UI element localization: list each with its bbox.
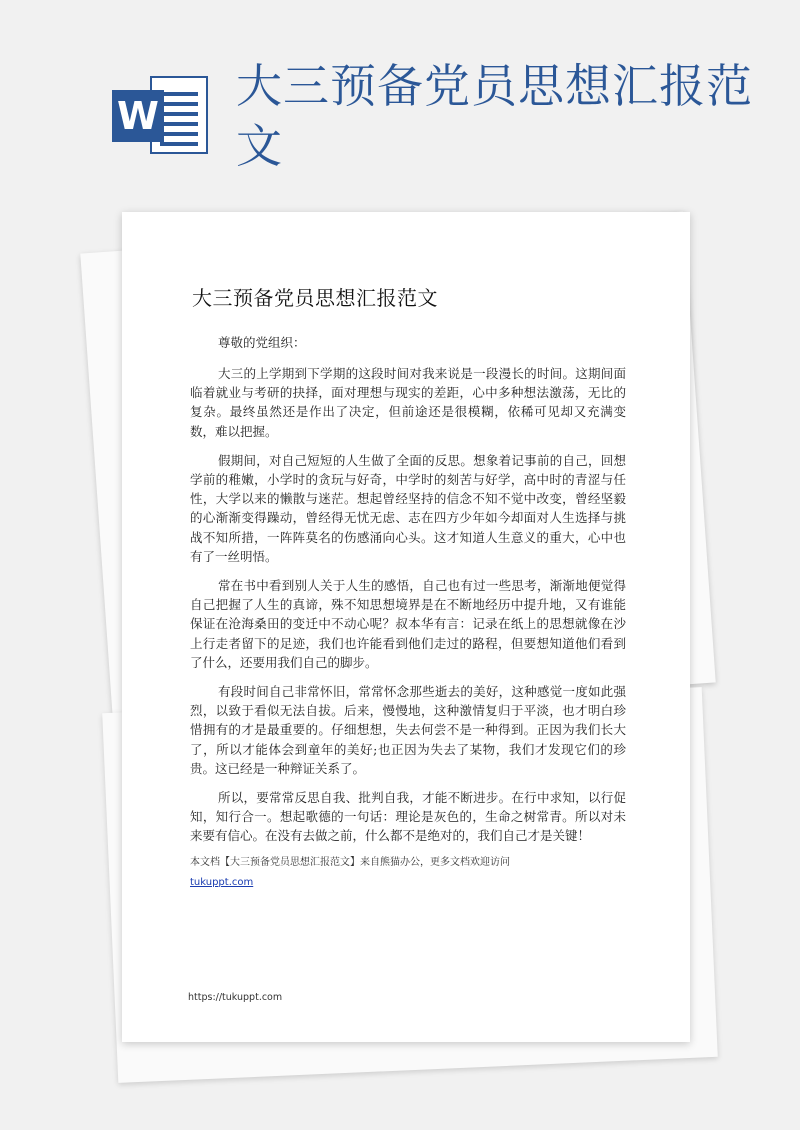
word-doc-icon	[112, 72, 212, 158]
source-note: 本文档【大三预备党员思想汇报范文】来自熊猫办公，更多文档欢迎访问	[190, 856, 510, 868]
paragraph: 假期间，对自己短短的人生做了全面的反思。想象着记事前的自己，回想学前的稚嫩，小学时的贪玩与好奇，中学时的刻苦与好学，高中时的青涩与任性，大学以来的懒散与迷茫。想起曾经坚持的信念不知不觉中改变，曾经坚毅的心渐渐变得躁动，曾经得无忧无虑、志在四方少年如今却面对人生选择与挑战不知所措，一阵阵莫名的伤感涌向心头。这才知道人生意义的重大，心中也有了一丝明悟。	[190, 452, 626, 564]
word-letter: W	[112, 90, 164, 142]
document-title: 大三预备党员思想汇报范文	[192, 286, 438, 310]
paragraph: 有段时间自己非常怀旧，常常怀念那些逝去的美好，这种感觉一度如此强烈，以致于看似无法自拔。后来，慢慢地，这种激情复归于平淡，也才明白珍惜拥有的才是最重要的。仔细想想，失去何尝不是一种得到。正因为我们长大了，所以才能体会到童年的美好;也正因为失去了某物，我们才发现它们的珍贵。这已经是一种辩证关系了。	[190, 684, 626, 776]
page-footer-url: https://tukuppt.com	[188, 992, 283, 1003]
salutation: 尊敬的党组织：	[218, 335, 306, 350]
header-title: 大三预备党员思想汇报范文	[236, 59, 753, 173]
paragraph: 所以，要常常反思自我、批判自我，才能不断进步。在行中求知，以行促知，知行合一。想起歌德的一句话：理论是灰色的，生命之树常青。所以对未来要有信心。在没有去做之前，什么都不是绝对的，我们自己才是关键！	[190, 790, 626, 844]
paragraph: 大三的上学期到下学期的这段时间对我来说是一段漫长的时间。这期间面临着就业与考研的抉择，面对理想与现实的差距，心中多种想法激荡，无比的复杂。最终虽然还是作出了决定，但前途还是很模糊，依稀可见却又充满变数，难以把握。	[190, 366, 626, 439]
paragraph: 常在书中看到别人关于人生的感悟，自己也有过一些思考，渐渐地便觉得自己把握了人生的真谛，殊不知思想境界是在不断地经历中提升地，又有谁能保证在沧海桑田的变迁中不动心呢？叔本华有言：记录在纸上的思想就像在沙上行走者留下的足迹，我们也许能看到他们走过的路程，但要想知道他们看到了什么，还要用我们自己的脚步。	[190, 578, 626, 670]
source-link[interactable]: tukuppt.com	[190, 876, 254, 888]
document-page	[122, 212, 690, 1042]
